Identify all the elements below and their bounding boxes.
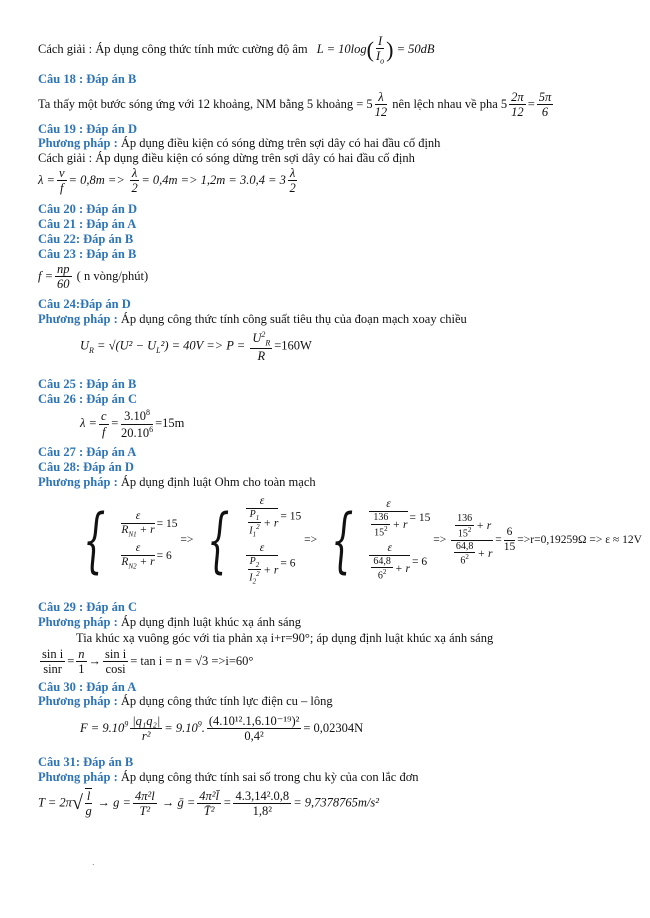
q28-system: { $\frac{\varepsilon}{R_{N1} + r}$ = 15 $\frac{\varepsilon}{R_{N2} + r}$ = 6 => { ε $\frac{P_1}{I_1^2}$ + r = 15 ε $\frac{P_2}{I_2^2}$ + r = 6 => { ε $\frac{136}{15^2}$ + r = 15 ε $\frac{64,8}{6^2}$ + r = 6 => $\frac{136}{15^2}$ + r $\frac{64,8}{6^2}$ + r = $\frac{6}{15}$ =>r=0,19259Ω => ε ≈ 12V bbox=[83, 495, 642, 586]
q30-equation: $F = 9.10^9$ $\frac{\text{|q₁q₂|}}{\text{r²}}$ = $9.10^9$. $\frac{\text{(4.10¹².1,6.10⁻¹⁹)²}}{\text{0,4²}}$ = 0,02304N bbox=[80, 714, 364, 744]
intro-fraction: $\frac{I}{I_o}$ bbox=[375, 34, 385, 66]
q31-method: Phương pháp : Áp dụng công thức tính sai số trong chu kỳ của con lắc đơn bbox=[38, 770, 419, 784]
q24-method: Phương pháp : Áp dụng công thức tính công suất tiêu thụ của đoạn mạch xoay chiều bbox=[38, 312, 467, 326]
q28-header: Câu 28: Đáp án D bbox=[38, 460, 134, 474]
q29-method: Phương pháp : Áp dụng định luật khúc xạ ánh sáng bbox=[38, 615, 302, 629]
q28-method: Phương pháp : Áp dụng định luật Ohm cho toàn mạch bbox=[38, 475, 316, 489]
q19-equation: λ = $\frac{v}{f}$ = 0,8m => $\frac{\lambda}{2}$ = 0,4m => 1,2m = 3.0,4 = 3 $\frac{\lambda}{2}$ bbox=[38, 166, 296, 196]
q23-header: Câu 23 : Đáp án B bbox=[38, 247, 137, 261]
intro-line: Cách giải : Áp dụng công thức tính mức cường độ âm L = 10log( $\frac{I}{I_o}$ ) = 50dB bbox=[38, 34, 435, 66]
q18-header: Câu 18 : Đáp án B bbox=[38, 72, 137, 86]
q21-header: Câu 21 : Đáp án A bbox=[38, 217, 137, 231]
footer-dot: . bbox=[92, 858, 95, 867]
q29-text: Tia khúc xạ vuông góc với tia phản xạ i+r=90°; áp dụng định luật khúc xạ ánh sáng bbox=[76, 631, 494, 645]
q20-header: Câu 20 : Đáp án D bbox=[38, 202, 137, 216]
q31-header: Câu 31: Đáp án B bbox=[38, 755, 134, 769]
q26-equation: λ = $\frac{c}{f}$ = $\frac{3.10^8}{20.10^6}$ =15m bbox=[80, 408, 185, 440]
q27-header: Câu 27 : Đáp án A bbox=[38, 445, 137, 459]
q30-header: Câu 30 : Đáp án A bbox=[38, 680, 137, 694]
q22-header: Câu 22: Đáp án B bbox=[38, 232, 134, 246]
q31-equation: T = 2π√ $\frac{l}{g}$ → g = $\frac{\text{4π²l}}{\text{T²}}$ → ḡ = $\frac{\text{4π²l̄}}{\text{T̄²}}$ = $\frac{\text{4.3,14².0,8}}{\text{1,8²}}$ = 9,7378765m/s² bbox=[38, 788, 379, 819]
intro-rhs: = 50dB bbox=[396, 41, 435, 56]
q19-method: Phương pháp : Áp dụng điều kiện có sóng dừng trên sợi dây có hai đầu cố định bbox=[38, 136, 441, 150]
q29-equation: $\frac{\text{sin i}}{\sin r}$ = $\frac{n}{1}$ → $\frac{\text{sin i}}{\cos i}$ = tan i = n = √3 =>i=60° bbox=[42, 647, 254, 677]
q19-header: Câu 19 : Đáp án D bbox=[38, 122, 137, 136]
intro-text: Cách giải : Áp dụng công thức tính mức cường độ âm bbox=[38, 41, 308, 56]
q18-line: Ta thấy một bước sóng ứng với 12 khoảng, NM bằng 5 khoảng = 5 $\frac{\lambda}{12}$ nên lệch nhau về pha 5 $\frac{2\pi}{12}$ = $\frac{5\pi}{6}$ bbox=[38, 90, 552, 120]
intro-formula-lhs: L = 10log bbox=[316, 41, 367, 56]
q24-header: Câu 24:Đáp án D bbox=[38, 297, 131, 311]
q26-header: Câu 26 : Đáp án C bbox=[38, 392, 137, 406]
q24-equation: $U_R = √(U^2 - U_L^2) = 40V => P$ = $\frac{U^2_R}{R}$ =160W bbox=[80, 330, 312, 363]
q30-method: Phương pháp : Áp dụng công thức tính lực điện cu – lông bbox=[38, 694, 333, 708]
q29-header: Câu 29 : Đáp án C bbox=[38, 600, 137, 614]
q25-header: Câu 25 : Đáp án B bbox=[38, 377, 137, 391]
q19-solution: Cách giải : Áp dụng điều kiện có sóng dừng trên sợi dây có hai đầu cố định bbox=[38, 151, 415, 165]
q23-equation: f = $\frac{np}{60}$ ( n vòng/phút) bbox=[38, 262, 149, 292]
